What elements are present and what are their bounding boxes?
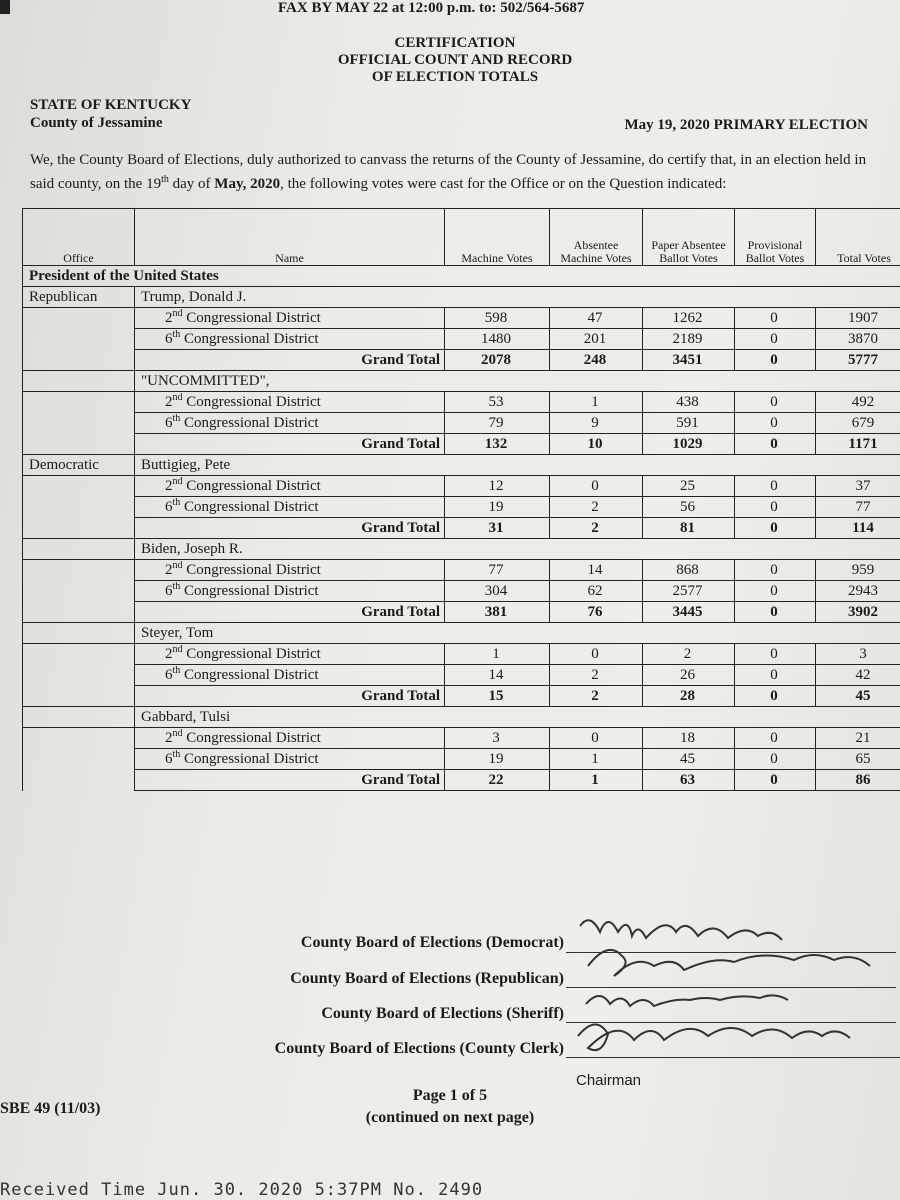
vote-count-cell: 0: [550, 728, 643, 749]
grand-total-cell: 86: [816, 770, 900, 791]
signature-sheriff: [586, 995, 788, 1006]
party-cell: [23, 539, 135, 560]
district-row: [23, 665, 900, 686]
district-row: [23, 392, 900, 413]
district-label: [135, 644, 445, 665]
district-row: [23, 497, 900, 518]
grand-total-cell: 22: [445, 770, 550, 791]
district-label: [135, 560, 445, 581]
grand-total-cell: 76: [550, 602, 643, 623]
grand-total-cell: 0: [735, 770, 816, 791]
vote-count-cell: 21: [816, 728, 900, 749]
sig-label-clerk: County Board of Elections (County Clerk): [274, 1040, 564, 1057]
district-row: [23, 644, 900, 665]
candidate-name-row: [23, 371, 900, 392]
district-number: 2: [165, 478, 173, 494]
page-number: Page 1 of 5: [412, 1087, 488, 1104]
state-name: STATE OF KENTUCKY: [30, 97, 192, 113]
district-ordinal-suffix: th: [172, 665, 181, 676]
grand-total-cell: 3902: [816, 602, 900, 623]
district-ordinal-suffix: nd: [172, 308, 183, 319]
office-blank-cell: [23, 476, 135, 497]
grand-total-cell: 10: [550, 434, 643, 455]
district-text: Congressional District: [184, 667, 319, 683]
district-ordinal-suffix: th: [172, 329, 181, 340]
district-label: [135, 476, 445, 497]
vote-count-cell: 3: [816, 644, 900, 665]
candidate-name: Steyer, Tom: [135, 623, 900, 644]
district-label: [135, 413, 445, 434]
vote-count-cell: 304: [445, 581, 550, 602]
district-label: [135, 308, 445, 329]
district-ordinal-suffix: th: [172, 413, 181, 424]
chairman-label: Chairman: [576, 1072, 642, 1089]
district-ordinal-suffix: th: [172, 497, 181, 508]
district-number: 2: [165, 646, 173, 662]
district-ordinal-suffix: nd: [172, 476, 183, 487]
grand-total-cell: 0: [735, 350, 816, 371]
vote-count-cell: 12: [445, 476, 550, 497]
certify-text-1: We, the County Board of Elections, duly authorized to canvass the returns of the County of Jessamine, do certify that, in an election held in said county, on the: [30, 152, 867, 192]
vote-count-cell: 0: [735, 329, 816, 350]
signature-clerk: [578, 1024, 850, 1050]
vote-count-cell: 77: [816, 497, 900, 518]
vote-count-cell: 0: [550, 476, 643, 497]
grand-total-cell: 63: [643, 770, 735, 791]
vote-count-cell: 14: [550, 560, 643, 581]
district-ordinal-suffix: nd: [172, 644, 183, 655]
candidate-name-row: [23, 287, 900, 308]
district-number: 6: [165, 331, 173, 347]
office-blank-cell: [23, 497, 135, 518]
grand-total-label: Grand Total: [135, 686, 445, 707]
vote-count-cell: 25: [643, 476, 735, 497]
vote-count-cell: 0: [735, 581, 816, 602]
vote-count-cell: 1: [445, 644, 550, 665]
vote-totals-table: [22, 208, 900, 791]
grand-total-row: [23, 602, 900, 623]
grand-total-cell: 3445: [643, 602, 735, 623]
grand-total-label: Grand Total: [135, 770, 445, 791]
office-blank-cell: [23, 749, 135, 770]
vote-count-cell: 42: [816, 665, 900, 686]
signature-democrat: [580, 920, 782, 940]
office-blank-cell: [23, 665, 135, 686]
district-text: Congressional District: [184, 499, 319, 515]
grand-total-label: Grand Total: [135, 350, 445, 371]
form-id: SBE 49 (11/03): [0, 1100, 101, 1117]
office-blank-cell: [23, 413, 135, 434]
vote-count-cell: 959: [816, 560, 900, 581]
fax-header: FAX BY MAY 22 at 12:00 p.m. to: 502/564-5687: [278, 0, 585, 16]
continued-note: (continued on next page): [365, 1109, 535, 1126]
district-label: [135, 665, 445, 686]
district-text: Congressional District: [186, 310, 321, 326]
office-blank-cell: [23, 728, 135, 749]
sig-label-republican: County Board of Elections (Republican): [290, 970, 564, 987]
office-blank-cell: [23, 350, 135, 371]
office-blank-cell: [23, 602, 135, 623]
district-number: 6: [165, 415, 173, 431]
district-ordinal-suffix: th: [172, 749, 181, 760]
district-text: Congressional District: [186, 646, 321, 662]
grand-total-cell: 15: [445, 686, 550, 707]
title-line: CERTIFICATION: [394, 35, 516, 51]
vote-count-cell: 2: [550, 497, 643, 518]
certify-text-3: , the following votes were cast for the Office or on the Question indicated:: [280, 176, 727, 192]
header-total-votes: Total Votes: [816, 209, 900, 266]
office-blank-cell: [23, 770, 135, 791]
district-text: Congressional District: [184, 751, 319, 767]
vote-count-cell: 37: [816, 476, 900, 497]
office-blank-cell: [23, 518, 135, 539]
grand-total-row: [23, 686, 900, 707]
office-blank-cell: [23, 581, 135, 602]
county-name: County of Jessamine: [30, 115, 163, 131]
grand-total-cell: 248: [550, 350, 643, 371]
vote-count-cell: 26: [643, 665, 735, 686]
grand-total-cell: 28: [643, 686, 735, 707]
grand-total-cell: 2: [550, 686, 643, 707]
vote-count-cell: 62: [550, 581, 643, 602]
section-row: [23, 266, 900, 287]
certification-statement: [30, 148, 870, 196]
district-row: [23, 413, 900, 434]
candidate-name-row: [23, 623, 900, 644]
grand-total-cell: 5777: [816, 350, 900, 371]
vote-count-cell: 2: [550, 665, 643, 686]
candidate-name-row: [23, 707, 900, 728]
vote-count-cell: 0: [735, 392, 816, 413]
header-paper-absentee-votes: Paper Absentee Ballot Votes: [643, 209, 735, 266]
district-text: Congressional District: [186, 730, 321, 746]
vote-count-cell: 2189: [643, 329, 735, 350]
vote-count-cell: 598: [445, 308, 550, 329]
district-number: 2: [165, 394, 173, 410]
grand-total-row: [23, 350, 900, 371]
vote-count-cell: 19: [445, 497, 550, 518]
district-ordinal-suffix: nd: [172, 728, 183, 739]
vote-count-cell: 2577: [643, 581, 735, 602]
vote-count-cell: 201: [550, 329, 643, 350]
vote-count-cell: 1907: [816, 308, 900, 329]
vote-count-cell: 0: [735, 497, 816, 518]
office-blank-cell: [23, 434, 135, 455]
grand-total-cell: 2: [550, 518, 643, 539]
certification-title: [0, 35, 900, 86]
district-row: [23, 581, 900, 602]
district-number: 2: [165, 310, 173, 326]
certify-text-2: day of: [168, 176, 215, 192]
candidate-name: Gabbard, Tulsi: [135, 707, 900, 728]
state-county-block: [30, 96, 191, 132]
vote-count-cell: 1262: [643, 308, 735, 329]
grand-total-label: Grand Total: [135, 518, 445, 539]
grand-total-cell: 1171: [816, 434, 900, 455]
grand-total-cell: 31: [445, 518, 550, 539]
vote-count-cell: 77: [445, 560, 550, 581]
grand-total-cell: 114: [816, 518, 900, 539]
district-number: 6: [165, 499, 173, 515]
table-header-row: [23, 209, 900, 266]
party-cell: Republican: [23, 287, 135, 308]
vote-count-cell: 492: [816, 392, 900, 413]
district-number: 6: [165, 751, 173, 767]
grand-total-cell: 0: [735, 518, 816, 539]
office-blank-cell: [23, 686, 135, 707]
vote-count-cell: 0: [735, 560, 816, 581]
district-number: 6: [165, 667, 173, 683]
vote-count-cell: 3: [445, 728, 550, 749]
candidate-name: Trump, Donald J.: [135, 287, 900, 308]
district-text: Congressional District: [184, 415, 319, 431]
district-label: [135, 581, 445, 602]
vote-count-cell: 1: [550, 749, 643, 770]
party-cell: [23, 707, 135, 728]
district-row: [23, 329, 900, 350]
vote-count-cell: 45: [643, 749, 735, 770]
candidate-name-row: [23, 539, 900, 560]
grand-total-cell: 0: [735, 602, 816, 623]
vote-count-cell: 19: [445, 749, 550, 770]
vote-count-cell: 65: [816, 749, 900, 770]
grand-total-cell: 0: [735, 686, 816, 707]
district-label: [135, 329, 445, 350]
candidate-name: Buttigieg, Pete: [135, 455, 900, 476]
vote-count-cell: 1: [550, 392, 643, 413]
vote-count-cell: 0: [550, 644, 643, 665]
party-cell: [23, 371, 135, 392]
office-blank-cell: [23, 308, 135, 329]
grand-total-row: [23, 434, 900, 455]
vote-count-cell: 0: [735, 413, 816, 434]
district-text: Congressional District: [184, 583, 319, 599]
grand-total-cell: 2078: [445, 350, 550, 371]
candidate-name-row: [23, 455, 900, 476]
grand-total-cell: 3451: [643, 350, 735, 371]
district-row: [23, 749, 900, 770]
district-row: [23, 308, 900, 329]
vote-count-cell: 79: [445, 413, 550, 434]
header-provisional-votes: Provisional Ballot Votes: [735, 209, 816, 266]
handwritten-signatures: [0, 908, 900, 1058]
title-line: OF ELECTION TOTALS: [371, 69, 539, 85]
office-blank-cell: [23, 644, 135, 665]
sig-label-sheriff: County Board of Elections (Sheriff): [321, 1005, 564, 1022]
office-blank-cell: [23, 329, 135, 350]
grand-total-label: Grand Total: [135, 434, 445, 455]
sig-label-democrat: County Board of Elections (Democrat): [300, 934, 564, 951]
vote-count-cell: 0: [735, 644, 816, 665]
vote-count-cell: 47: [550, 308, 643, 329]
district-text: Congressional District: [184, 331, 319, 347]
vote-count-cell: 591: [643, 413, 735, 434]
grand-total-cell: 1: [550, 770, 643, 791]
vote-count-cell: 9: [550, 413, 643, 434]
grand-total-cell: 381: [445, 602, 550, 623]
fax-corner-mark: [0, 0, 10, 14]
grand-total-cell: 45: [816, 686, 900, 707]
district-ordinal-suffix: th: [172, 581, 181, 592]
grand-total-cell: 132: [445, 434, 550, 455]
office-title: President of the United States: [23, 266, 900, 287]
district-row: [23, 560, 900, 581]
candidate-name: Biden, Joseph R.: [135, 539, 900, 560]
vote-count-cell: 0: [735, 308, 816, 329]
vote-count-cell: 0: [735, 728, 816, 749]
office-blank-cell: [23, 392, 135, 413]
district-label: [135, 392, 445, 413]
vote-count-cell: 53: [445, 392, 550, 413]
district-text: Congressional District: [186, 478, 321, 494]
vote-count-cell: 2943: [816, 581, 900, 602]
vote-count-cell: 56: [643, 497, 735, 518]
district-label: [135, 749, 445, 770]
vote-count-cell: 438: [643, 392, 735, 413]
header-name: Name: [135, 209, 445, 266]
district-label: [135, 728, 445, 749]
vote-count-cell: 14: [445, 665, 550, 686]
vote-count-cell: 679: [816, 413, 900, 434]
district-row: [23, 476, 900, 497]
district-number: 6: [165, 583, 173, 599]
vote-count-cell: 0: [735, 665, 816, 686]
candidate-name: "UNCOMMITTED",: [135, 371, 900, 392]
certify-day-suffix: th: [161, 174, 169, 185]
district-text: Congressional District: [186, 394, 321, 410]
grand-total-cell: 81: [643, 518, 735, 539]
grand-total-cell: 0: [735, 434, 816, 455]
header-absentee-machine-votes: Absentee Machine Votes: [550, 209, 643, 266]
certify-month-year: May, 2020: [214, 176, 281, 192]
page-info: [350, 1085, 550, 1129]
title-line: OFFICIAL COUNT AND RECORD: [337, 52, 573, 68]
vote-count-cell: 18: [643, 728, 735, 749]
district-row: [23, 728, 900, 749]
district-ordinal-suffix: nd: [172, 392, 183, 403]
district-text: Congressional District: [186, 562, 321, 578]
received-time-stamp: Received Time Jun. 30. 2020 5:37PM No. 2490: [0, 1180, 484, 1200]
election-name: May 19, 2020 PRIMARY ELECTION: [624, 117, 868, 133]
party-cell: [23, 623, 135, 644]
district-number: 2: [165, 562, 173, 578]
grand-total-row: [23, 770, 900, 791]
vote-count-cell: 0: [735, 476, 816, 497]
office-blank-cell: [23, 560, 135, 581]
district-ordinal-suffix: nd: [172, 560, 183, 571]
header-office: Office: [23, 209, 135, 266]
certify-day: 19: [146, 176, 162, 192]
signature-republican: [588, 950, 870, 976]
grand-total-row: [23, 518, 900, 539]
party-cell: Democratic: [23, 455, 135, 476]
district-number: 2: [165, 730, 173, 746]
district-label: [135, 497, 445, 518]
vote-count-cell: 0: [735, 749, 816, 770]
grand-total-cell: 1029: [643, 434, 735, 455]
vote-count-cell: 2: [643, 644, 735, 665]
vote-count-cell: 868: [643, 560, 735, 581]
vote-count-cell: 1480: [445, 329, 550, 350]
vote-count-cell: 3870: [816, 329, 900, 350]
grand-total-label: Grand Total: [135, 602, 445, 623]
header-machine-votes: Machine Votes: [445, 209, 550, 266]
